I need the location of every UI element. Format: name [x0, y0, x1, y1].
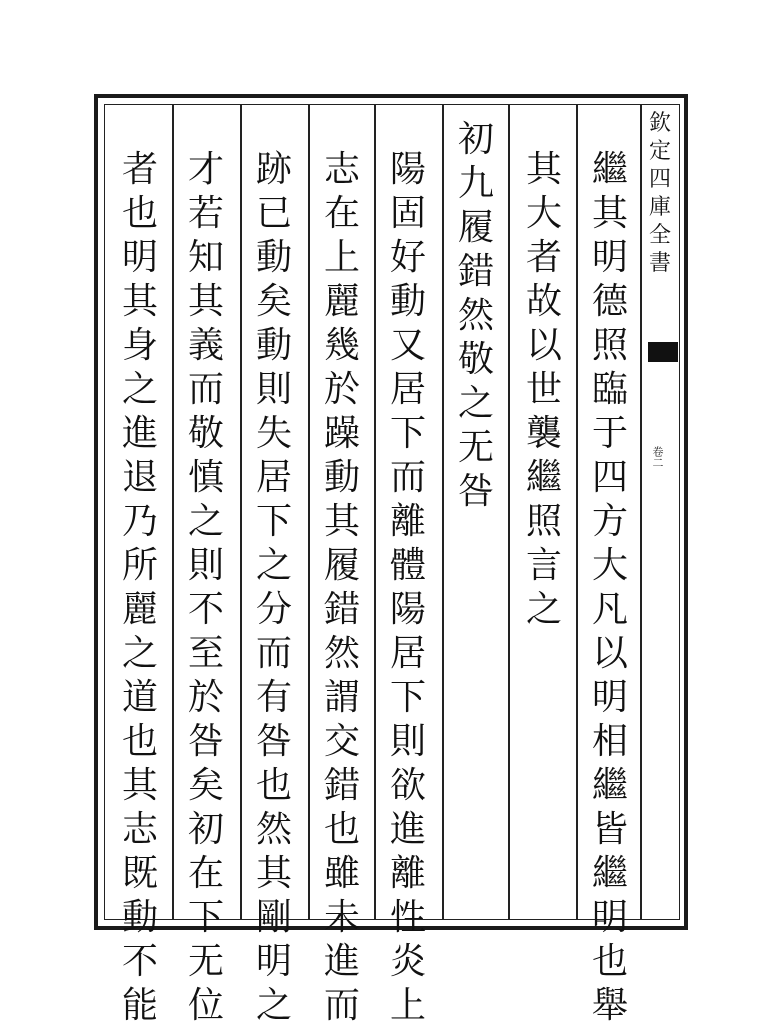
glyph: 咎	[187, 721, 224, 762]
glyph: 世	[525, 369, 562, 410]
glyph: 也	[255, 765, 292, 806]
glyph: 已	[255, 193, 292, 234]
glyph: 也	[121, 193, 158, 234]
glyph: 敬	[187, 413, 224, 454]
column-rule	[508, 104, 510, 920]
glyph: 明	[121, 237, 158, 278]
glyph: 明	[591, 237, 628, 278]
column-rule	[172, 104, 174, 920]
glyph: 志	[323, 149, 360, 190]
glyph: 而	[187, 369, 224, 410]
glyph: 凡	[591, 589, 628, 630]
glyph: 无	[187, 941, 224, 982]
glyph: 下	[255, 501, 292, 542]
glyph: 陽	[389, 149, 426, 190]
glyph: 跡	[255, 149, 292, 190]
text-column	[178, 148, 234, 1028]
glyph: 敬	[457, 339, 494, 380]
text-column	[112, 148, 168, 1028]
glyph: 而	[255, 633, 292, 674]
glyph: 其	[323, 501, 360, 542]
glyph: 者	[525, 237, 562, 278]
margin-title	[644, 110, 676, 278]
glyph: 之	[525, 589, 562, 630]
glyph: 言	[525, 545, 562, 586]
text-column	[448, 118, 504, 514]
glyph: 既	[121, 853, 158, 894]
glyph: 照	[525, 501, 562, 542]
glyph: 故	[525, 281, 562, 322]
margin-strip	[640, 104, 680, 920]
glyph: 身	[121, 325, 158, 366]
glyph: 志	[121, 809, 158, 850]
glyph: 不	[187, 589, 224, 630]
glyph: 炎	[389, 941, 426, 982]
glyph: 失	[255, 413, 292, 454]
glyph: 動	[389, 281, 426, 322]
glyph: 德	[591, 281, 628, 322]
glyph: 繼	[525, 457, 562, 498]
glyph: 臨	[591, 369, 628, 410]
margin-glyph: 書	[648, 251, 671, 276]
glyph: 皆	[591, 809, 628, 850]
glyph: 繼	[591, 149, 628, 190]
glyph: 无	[457, 427, 494, 468]
margin-glyph: 四	[648, 167, 671, 192]
glyph: 以	[591, 633, 628, 674]
glyph: 居	[255, 457, 292, 498]
glyph: 大	[591, 545, 628, 586]
glyph: 舉	[591, 985, 628, 1026]
glyph: 則	[187, 545, 224, 586]
glyph: 動	[255, 237, 292, 278]
glyph: 又	[389, 325, 426, 366]
glyph: 上	[323, 237, 360, 278]
glyph: 動	[121, 897, 158, 938]
glyph: 之	[457, 383, 494, 424]
column-rule	[308, 104, 310, 920]
glyph: 陽	[389, 589, 426, 630]
glyph: 體	[389, 545, 426, 586]
glyph: 方	[591, 501, 628, 542]
glyph: 好	[389, 237, 426, 278]
glyph: 其	[591, 193, 628, 234]
glyph: 上	[389, 985, 426, 1026]
glyph: 矣	[187, 765, 224, 806]
glyph: 大	[525, 193, 562, 234]
text-column	[380, 148, 436, 1028]
glyph: 能	[121, 985, 158, 1026]
glyph: 則	[389, 721, 426, 762]
glyph: 九	[457, 163, 494, 204]
column-rule	[442, 104, 444, 920]
glyph: 雖	[323, 853, 360, 894]
margin-glyph: 庫	[648, 195, 671, 220]
glyph: 然	[457, 295, 494, 336]
glyph: 而	[389, 457, 426, 498]
glyph: 之	[255, 985, 292, 1026]
glyph: 謂	[323, 677, 360, 718]
glyph: 居	[389, 633, 426, 674]
glyph: 其	[121, 765, 158, 806]
glyph: 明	[591, 677, 628, 718]
glyph: 於	[187, 677, 224, 718]
glyph: 進	[389, 809, 426, 850]
glyph: 交	[323, 721, 360, 762]
glyph: 初	[187, 809, 224, 850]
glyph: 進	[323, 941, 360, 982]
glyph: 麗	[121, 589, 158, 630]
glyph: 於	[323, 369, 360, 410]
glyph: 幾	[323, 325, 360, 366]
glyph: 也	[121, 721, 158, 762]
glyph: 下	[389, 677, 426, 718]
glyph: 然	[323, 633, 360, 674]
column-rule	[374, 104, 376, 920]
glyph: 之	[121, 369, 158, 410]
column-rule	[240, 104, 242, 920]
glyph: 動	[255, 325, 292, 366]
glyph: 有	[255, 677, 292, 718]
glyph: 錯	[457, 251, 494, 292]
text-column	[516, 148, 572, 632]
margin-glyph: 定	[648, 139, 671, 164]
glyph: 也	[323, 809, 360, 850]
glyph: 明	[255, 941, 292, 982]
glyph: 四	[591, 457, 628, 498]
glyph: 知	[187, 237, 224, 278]
text-column	[246, 148, 302, 1028]
glyph: 錯	[323, 589, 360, 630]
glyph: 下	[389, 413, 426, 454]
glyph: 在	[323, 193, 360, 234]
glyph: 照	[591, 325, 628, 366]
glyph: 繼	[591, 853, 628, 894]
glyph: 未	[323, 897, 360, 938]
glyph: 其	[187, 281, 224, 322]
text-column	[582, 148, 638, 1028]
glyph: 在	[187, 853, 224, 894]
glyph: 于	[591, 413, 628, 454]
glyph: 襲	[525, 413, 562, 454]
glyph: 固	[389, 193, 426, 234]
glyph: 義	[187, 325, 224, 366]
glyph: 動	[323, 457, 360, 498]
glyph: 明	[591, 897, 628, 938]
glyph: 居	[389, 369, 426, 410]
glyph: 位	[187, 985, 224, 1026]
glyph: 以	[525, 325, 562, 366]
glyph: 初	[457, 119, 494, 160]
glyph: 其	[255, 853, 292, 894]
glyph: 麗	[323, 281, 360, 322]
glyph: 也	[591, 941, 628, 982]
column-rule	[576, 104, 578, 920]
margin-glyph: 欽	[648, 111, 671, 136]
glyph: 者	[121, 149, 158, 190]
glyph: 其	[525, 149, 562, 190]
glyph: 至	[187, 633, 224, 674]
glyph: 才	[187, 149, 224, 190]
glyph: 之	[255, 545, 292, 586]
glyph: 而	[323, 985, 360, 1026]
glyph: 分	[255, 589, 292, 630]
juan-label: 卷二	[651, 446, 664, 468]
glyph: 之	[121, 633, 158, 674]
glyph: 履	[323, 545, 360, 586]
glyph: 不	[121, 941, 158, 982]
glyph: 道	[121, 677, 158, 718]
glyph: 所	[121, 545, 158, 586]
glyph: 相	[591, 721, 628, 762]
glyph: 離	[389, 853, 426, 894]
glyph: 則	[255, 369, 292, 410]
glyph: 慎	[187, 457, 224, 498]
glyph: 其	[121, 281, 158, 322]
glyph: 下	[187, 897, 224, 938]
glyph: 繼	[591, 765, 628, 806]
glyph: 咎	[457, 471, 494, 512]
fishtail-mark	[648, 342, 678, 362]
margin-glyph: 全	[648, 223, 671, 248]
glyph: 離	[389, 501, 426, 542]
glyph: 咎	[255, 721, 292, 762]
glyph: 之	[187, 501, 224, 542]
glyph: 剛	[255, 897, 292, 938]
glyph: 矣	[255, 281, 292, 322]
glyph: 欲	[389, 765, 426, 806]
glyph: 性	[389, 897, 426, 938]
text-column	[314, 148, 370, 1028]
glyph: 然	[255, 809, 292, 850]
glyph: 若	[187, 193, 224, 234]
glyph: 躁	[323, 413, 360, 454]
glyph: 履	[457, 207, 494, 248]
glyph: 退	[121, 457, 158, 498]
glyph: 錯	[323, 765, 360, 806]
glyph: 進	[121, 413, 158, 454]
glyph: 乃	[121, 501, 158, 542]
